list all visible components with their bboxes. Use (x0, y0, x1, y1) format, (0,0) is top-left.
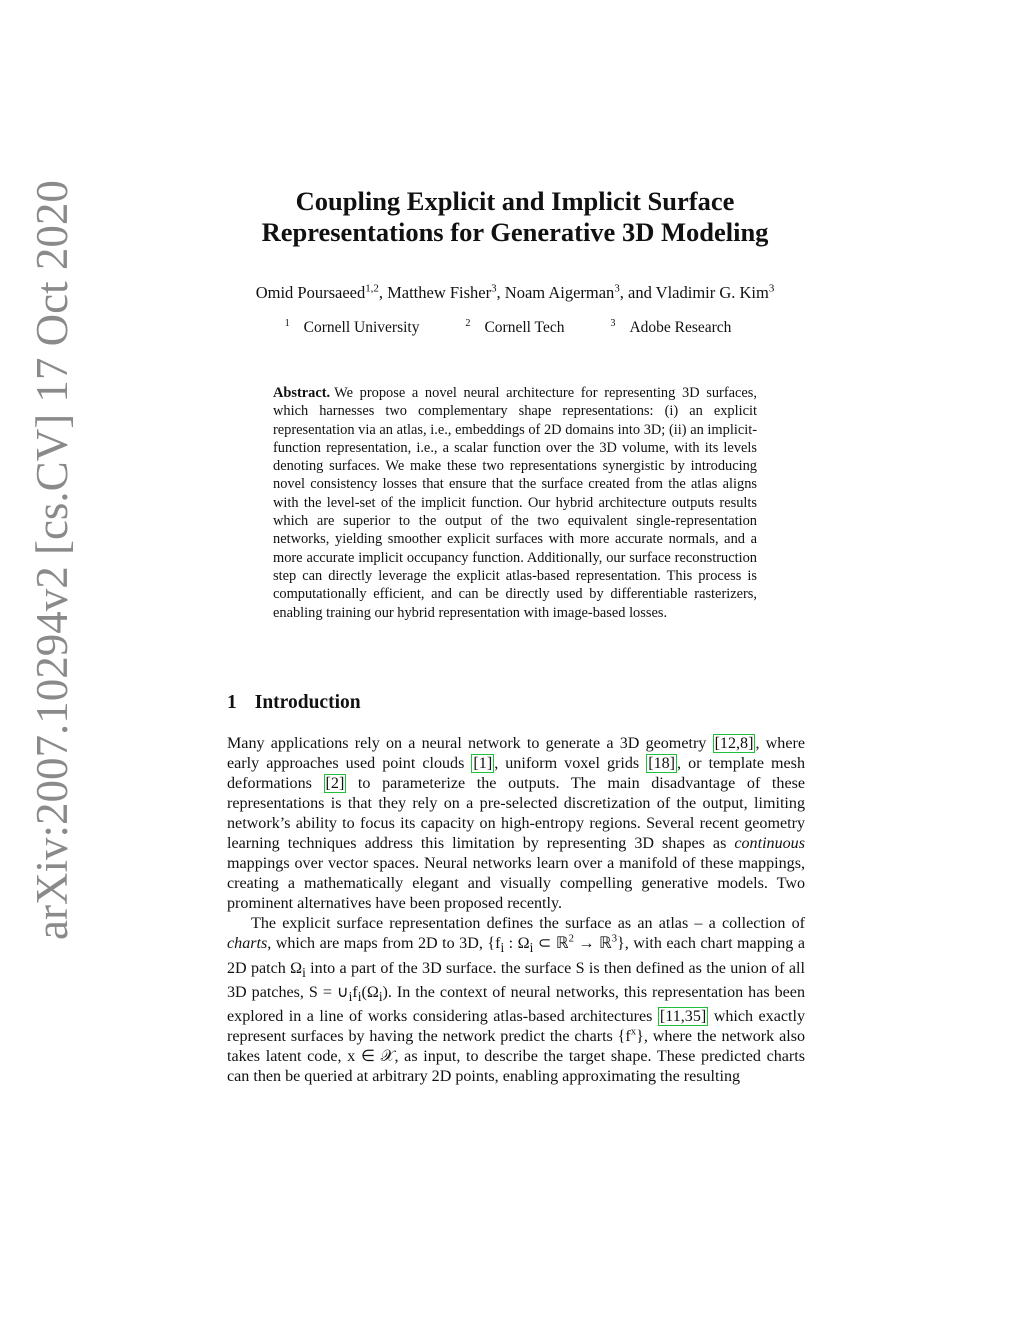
citation-link[interactable]: [1] (473, 755, 493, 773)
section-heading (227, 692, 361, 714)
citation-link[interactable]: [11,35] (659, 1008, 707, 1026)
affiliation: $^1$ Cornell University (284, 317, 420, 336)
affiliation: $^2$ Cornell Tech (465, 317, 565, 336)
citation-link[interactable]: [2] (325, 775, 345, 793)
emphasis: charts (227, 935, 268, 953)
paper-title (140, 186, 890, 248)
title-line-1: Coupling Explicit and Implicit Surface (295, 186, 735, 216)
author: Noam Aigerman$^3$, and (504, 282, 656, 302)
paragraph: The explicit surface representation defines the surface as an atlas – a collection of charts, which are maps from 2D to 3D, {$f_i$ : $\Omega_i$ ⊂ ℝ$^2$ → ℝ$^3$}, with each chart mapping a 2D patch $\Omega_i$ into a part of the 3D surface. the surface S is then defined as the union of all 3D patches, $S = \cup_if_i(\Omega_i)$. In the context of neural networks, this representation has been explored in a line of works considering atlas-based architectures [11,35] which exactly represent surfaces by having the network predict the charts $\{f^x\}$, where the network also takes latent code, x ∈ 𝒳, as input, to describe the target shape. These predicted charts can then be queried at arbitrary 2D points, enabling approximating the resulting (227, 915, 806, 1086)
author-list (140, 283, 890, 303)
citation-link[interactable]: [12,8] (714, 735, 754, 752)
section-number: 1 (227, 692, 237, 713)
title-line-2: Representations for Generative 3D Modeling (261, 217, 769, 247)
author: Vladimir G. Kim$^3$ (655, 282, 775, 302)
abstract (273, 384, 757, 622)
author: Omid Poursaeed$^{1,2}$, (255, 282, 388, 302)
affiliation: $^3$ Adobe Research (610, 317, 732, 336)
body-text (227, 734, 805, 1087)
section-title: Introduction (254, 692, 361, 713)
emphasis: continuous (734, 835, 805, 853)
abstract-label: Abstract. (273, 385, 331, 401)
paragraph: Many applications rely on a neural network to generate a 3D geometry [12,8] , where early approaches used point clouds [1] , uniform voxel grids [18] , or template mesh deformations [2] to parameterize the outputs. The main disadvantage of these representations is that they rely on a pre-selected discretization of the output, limiting network’s ability to focus its capacity on high-entropy regions. Several recent geometry learning techniques address this limitation by representing 3D shapes as continuous mappings over vector spaces. Neural networks learn over a manifold of these mappings, creating a mathematically elegant and visually compelling generative models. Two prominent alternatives have been proposed recently. (227, 735, 805, 913)
arxiv-stamp: arXiv:2007.10294v2 [cs.CV] 17 Oct 2020 (27, 180, 77, 940)
affiliation-list (140, 319, 890, 337)
citation-link[interactable]: [18] (648, 755, 676, 773)
abstract-text: We propose a novel neural architecture for representing 3D surfaces, which harnesses two complementary shape representations: (i) an explicit representation via an atlas, i.e., embeddings of 2D domains into 3D; (ii) an implicit-function representation, i.e., a scalar function over the 3D volume, with its levels denoting surfaces. We make these two representations synergistic by introducing novel consistency losses that ensure that the surface created from the atlas aligns with the level-set of the implicit function. Our hybrid architecture outputs results which are superior to the output of the two equivalent single-representation networks, yielding smoother explicit surfaces with more accurate normals, and a more accurate implicit occupancy function. Additionally, our surface reconstruction step can directly leverage the explicit atlas-based representation. This process is computationally efficient, and can be directly used by differentiable rasterizers, enabling training our hybrid representation with image-based losses. (273, 385, 757, 621)
author: Matthew Fisher$^3$, (387, 282, 505, 302)
